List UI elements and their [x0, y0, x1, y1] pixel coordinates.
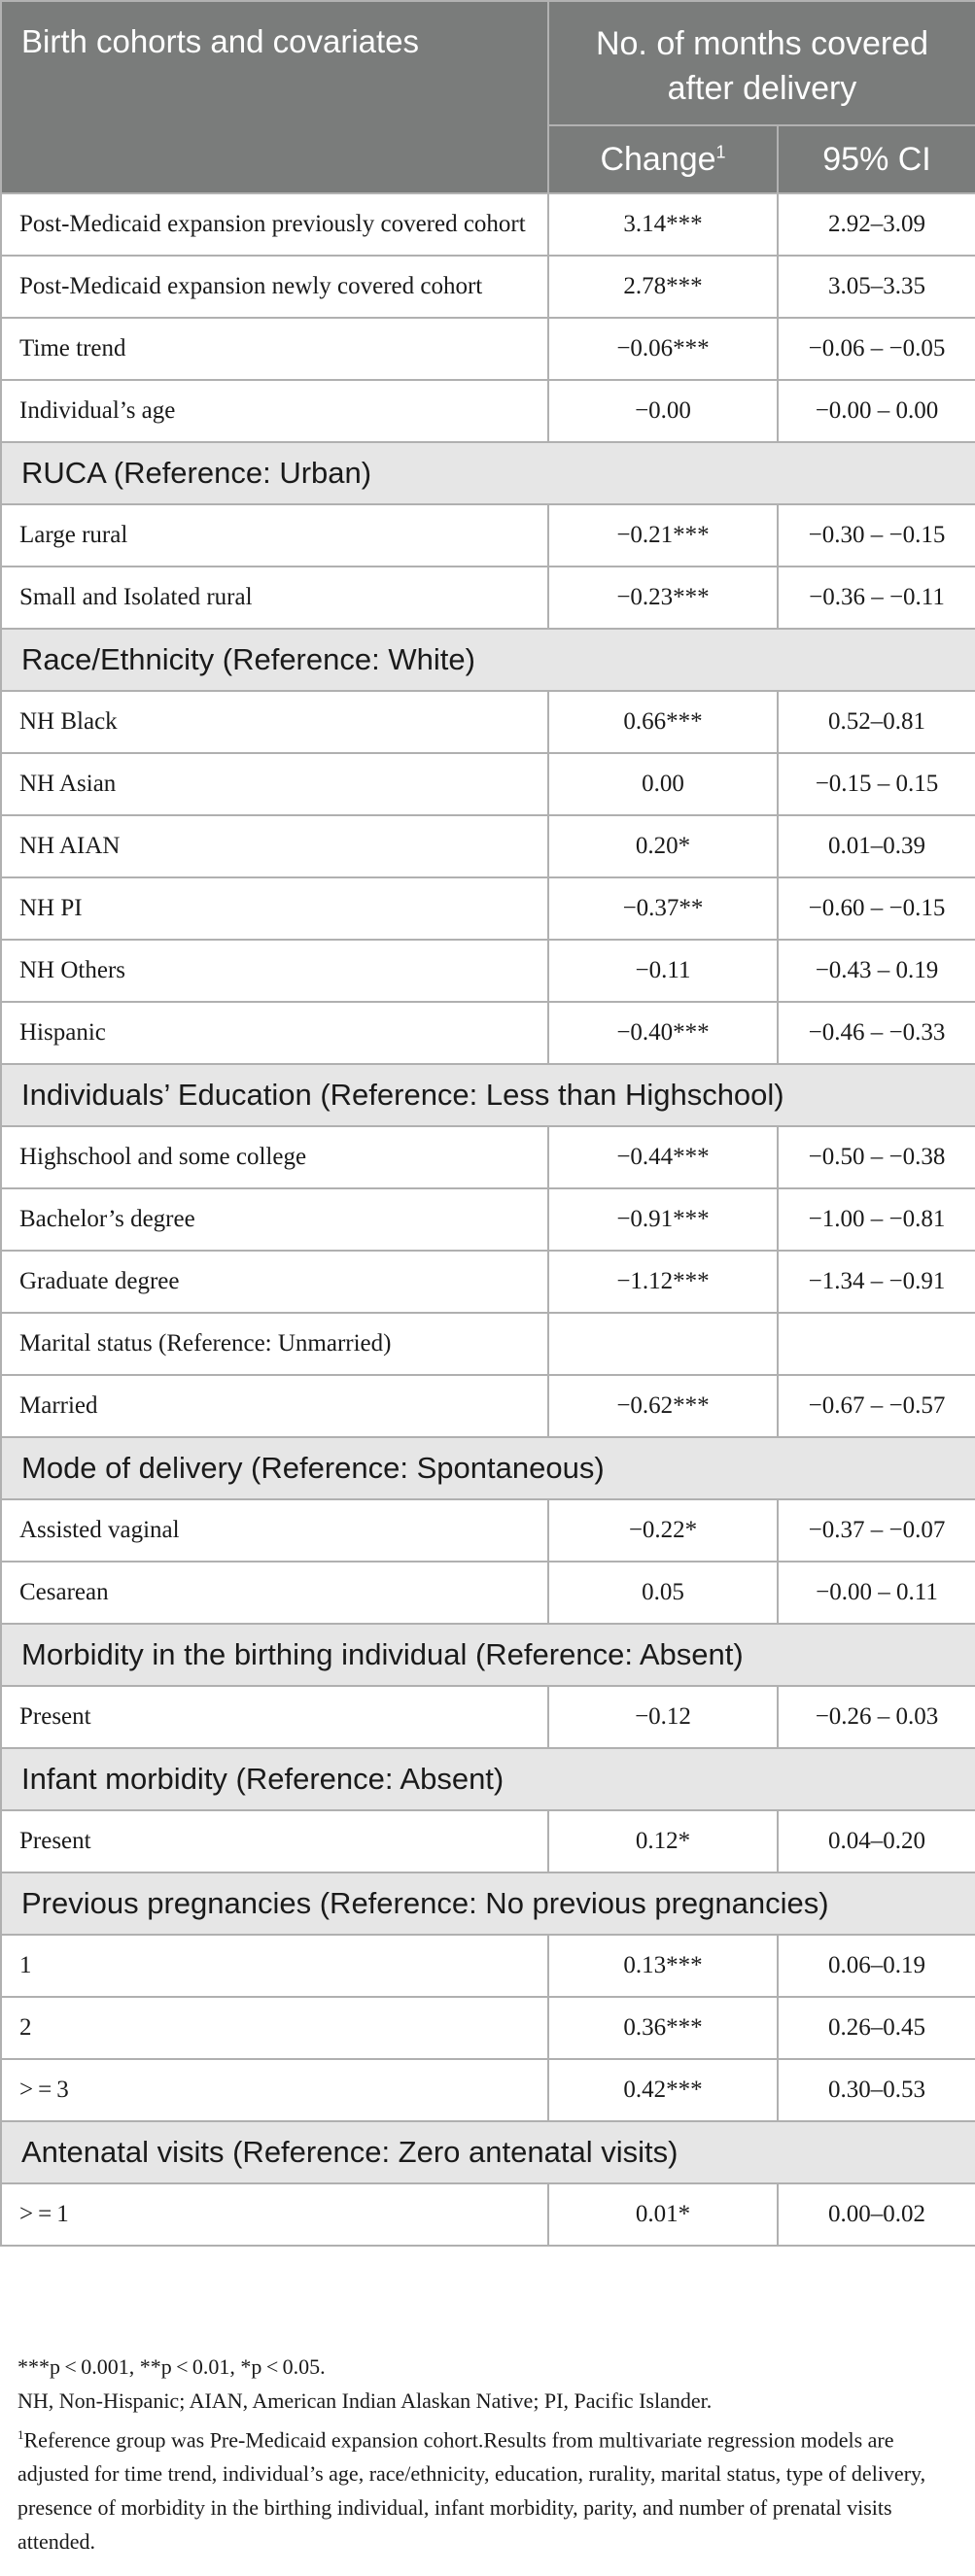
- table-row: [1, 1499, 975, 1562]
- table-row: [1, 2183, 975, 2246]
- row-ci-value: −0.46 – −0.33: [778, 1002, 975, 1064]
- table-row: [1, 1251, 975, 1313]
- row-ci-value: 0.26–0.45: [778, 1997, 975, 2059]
- row-label: Post-Medicaid expansion previously covered cohort: [1, 193, 548, 256]
- table-footnotes: [17, 2350, 965, 2559]
- footnote-note-marker: 1: [17, 2427, 24, 2442]
- row-change-value: [548, 1313, 778, 1375]
- row-ci-value: −0.36 – −0.11: [778, 567, 975, 629]
- row-ci-value: 3.05–3.35: [778, 256, 975, 318]
- row-label: Marital status (Reference: Unmarried): [1, 1313, 548, 1375]
- row-change-value: 0.05: [548, 1562, 778, 1624]
- row-ci-value: 0.52–0.81: [778, 691, 975, 753]
- row-ci-value: 0.30–0.53: [778, 2059, 975, 2121]
- row-ci-value: −0.26 – 0.03: [778, 1686, 975, 1748]
- row-ci-value: −0.67 – −0.57: [778, 1375, 975, 1437]
- header-change-label: Change: [600, 140, 716, 178]
- row-change-value: 2.78***: [548, 256, 778, 318]
- section-header-row: [1, 1624, 975, 1686]
- table-row: [1, 567, 975, 629]
- table-row: [1, 1002, 975, 1064]
- row-change-value: −0.06***: [548, 318, 778, 380]
- row-ci-value: 0.06–0.19: [778, 1935, 975, 1997]
- table-row: [1, 940, 975, 1002]
- row-label: Graduate degree: [1, 1251, 548, 1313]
- row-change-value: 0.01*: [548, 2183, 778, 2246]
- header-months-covered: No. of months covered after delivery: [548, 1, 975, 125]
- table-row: [1, 1935, 975, 1997]
- table-row: [1, 1188, 975, 1251]
- row-ci-value: −1.00 – −0.81: [778, 1188, 975, 1251]
- row-label: > = 1: [1, 2183, 548, 2246]
- table-row: [1, 1997, 975, 2059]
- table-row: [1, 2059, 975, 2121]
- row-change-value: −0.62***: [548, 1375, 778, 1437]
- row-change-value: −0.11: [548, 940, 778, 1002]
- row-change-value: −0.91***: [548, 1188, 778, 1251]
- table-row: [1, 1810, 975, 1872]
- section-header-label: Antenatal visits (Reference: Zero antenatal visits): [1, 2121, 975, 2183]
- row-ci-value: 0.01–0.39: [778, 815, 975, 877]
- row-change-value: 0.36***: [548, 1997, 778, 2059]
- row-label: NH Others: [1, 940, 548, 1002]
- section-header-label: Mode of delivery (Reference: Spontaneous): [1, 1437, 975, 1499]
- section-header-row: [1, 1748, 975, 1810]
- row-change-value: 0.42***: [548, 2059, 778, 2121]
- header-ci: 95% CI: [778, 125, 975, 193]
- row-change-value: 0.20*: [548, 815, 778, 877]
- row-change-value: 3.14***: [548, 193, 778, 256]
- table-row: [1, 318, 975, 380]
- section-header-row: [1, 629, 975, 691]
- row-change-value: 0.66***: [548, 691, 778, 753]
- section-header-label: RUCA (Reference: Urban): [1, 442, 975, 504]
- row-ci-value: −1.34 – −0.91: [778, 1251, 975, 1313]
- row-change-value: 0.12*: [548, 1810, 778, 1872]
- table-row: [1, 1686, 975, 1748]
- row-change-value: 0.00: [548, 753, 778, 815]
- row-label: > = 3: [1, 2059, 548, 2121]
- table-row: [1, 753, 975, 815]
- row-label: Highschool and some college: [1, 1126, 548, 1188]
- row-ci-value: −0.00 – 0.11: [778, 1562, 975, 1624]
- row-change-value: −0.23***: [548, 567, 778, 629]
- table-row: [1, 1562, 975, 1624]
- table-row: [1, 877, 975, 940]
- row-ci-value: −0.30 – −0.15: [778, 504, 975, 567]
- footnote-significance: ***p < 0.001, **p < 0.01, *p < 0.05.: [17, 2354, 326, 2379]
- row-label: Post-Medicaid expansion newly covered cohort: [1, 256, 548, 318]
- section-header-row: [1, 442, 975, 504]
- row-change-value: 0.13***: [548, 1935, 778, 1997]
- row-label: NH PI: [1, 877, 548, 940]
- header-change-footnote-marker: 1: [715, 142, 726, 162]
- table-row: [1, 1375, 975, 1437]
- row-label: NH AIAN: [1, 815, 548, 877]
- row-label: Time trend: [1, 318, 548, 380]
- row-change-value: −0.12: [548, 1686, 778, 1748]
- row-label: Individual’s age: [1, 380, 548, 442]
- row-change-value: −0.40***: [548, 1002, 778, 1064]
- section-header-row: [1, 1064, 975, 1126]
- section-header-row: [1, 1437, 975, 1499]
- row-label: 2: [1, 1997, 548, 2059]
- section-header-label: Morbidity in the birthing individual (Reference: Absent): [1, 1624, 975, 1686]
- table-row: [1, 256, 975, 318]
- table-row: [1, 504, 975, 567]
- row-ci-value: 2.92–3.09: [778, 193, 975, 256]
- row-ci-value: −0.15 – 0.15: [778, 753, 975, 815]
- section-header-label: Infant morbidity (Reference: Absent): [1, 1748, 975, 1810]
- row-label: Large rural: [1, 504, 548, 567]
- row-label: Assisted vaginal: [1, 1499, 548, 1562]
- row-label: Cesarean: [1, 1562, 548, 1624]
- table-row: [1, 691, 975, 753]
- row-ci-value: −0.06 – −0.05: [778, 318, 975, 380]
- row-label: NH Black: [1, 691, 548, 753]
- header-covariates: Birth cohorts and covariates: [1, 1, 548, 193]
- table-row: [1, 1126, 975, 1188]
- row-ci-value: −0.50 – −0.38: [778, 1126, 975, 1188]
- header-change: [548, 125, 778, 193]
- row-change-value: −1.12***: [548, 1251, 778, 1313]
- row-label: Present: [1, 1810, 548, 1872]
- row-label: Small and Isolated rural: [1, 567, 548, 629]
- row-label: Hispanic: [1, 1002, 548, 1064]
- footnote-note: [17, 2418, 965, 2559]
- table-row: [1, 380, 975, 442]
- section-header-label: Individuals’ Education (Reference: Less than Highschool): [1, 1064, 975, 1126]
- table-row: [1, 815, 975, 877]
- row-ci-value: −0.60 – −0.15: [778, 877, 975, 940]
- row-label: Present: [1, 1686, 548, 1748]
- row-change-value: −0.44***: [548, 1126, 778, 1188]
- table-body: [1, 193, 975, 2246]
- section-header-row: [1, 2121, 975, 2183]
- row-ci-value: −0.37 – −0.07: [778, 1499, 975, 1562]
- row-label: Bachelor’s degree: [1, 1188, 548, 1251]
- row-ci-value: −0.43 – 0.19: [778, 940, 975, 1002]
- section-header-row: [1, 1872, 975, 1935]
- row-change-value: −0.21***: [548, 504, 778, 567]
- table-row: [1, 1313, 975, 1375]
- table-row: [1, 193, 975, 256]
- row-change-value: −0.37**: [548, 877, 778, 940]
- footnote-note-text: Reference group was Pre-Medicaid expansion cohort.Results from multivariate regression models are adjusted for time trend, individual’s age, race/ethnicity, education, rurality, marital status, type of delivery, presence of morbidity in the birthing individual, infant morbidity, parity, and number of prenatal visits attended.: [17, 2427, 926, 2555]
- section-header-label: Race/Ethnicity (Reference: White): [1, 629, 975, 691]
- row-change-value: −0.00: [548, 380, 778, 442]
- row-ci-value: 0.04–0.20: [778, 1810, 975, 1872]
- row-ci-value: [778, 1313, 975, 1375]
- row-label: Married: [1, 1375, 548, 1437]
- row-ci-value: −0.00 – 0.00: [778, 380, 975, 442]
- section-header-label: Previous pregnancies (Reference: No previous pregnancies): [1, 1872, 975, 1935]
- row-ci-value: 0.00–0.02: [778, 2183, 975, 2246]
- row-label: 1: [1, 1935, 548, 1997]
- footnote-abbreviations: NH, Non-Hispanic; AIAN, American Indian Alaskan Native; PI, Pacific Islander.: [17, 2388, 713, 2413]
- row-change-value: −0.22*: [548, 1499, 778, 1562]
- row-label: NH Asian: [1, 753, 548, 815]
